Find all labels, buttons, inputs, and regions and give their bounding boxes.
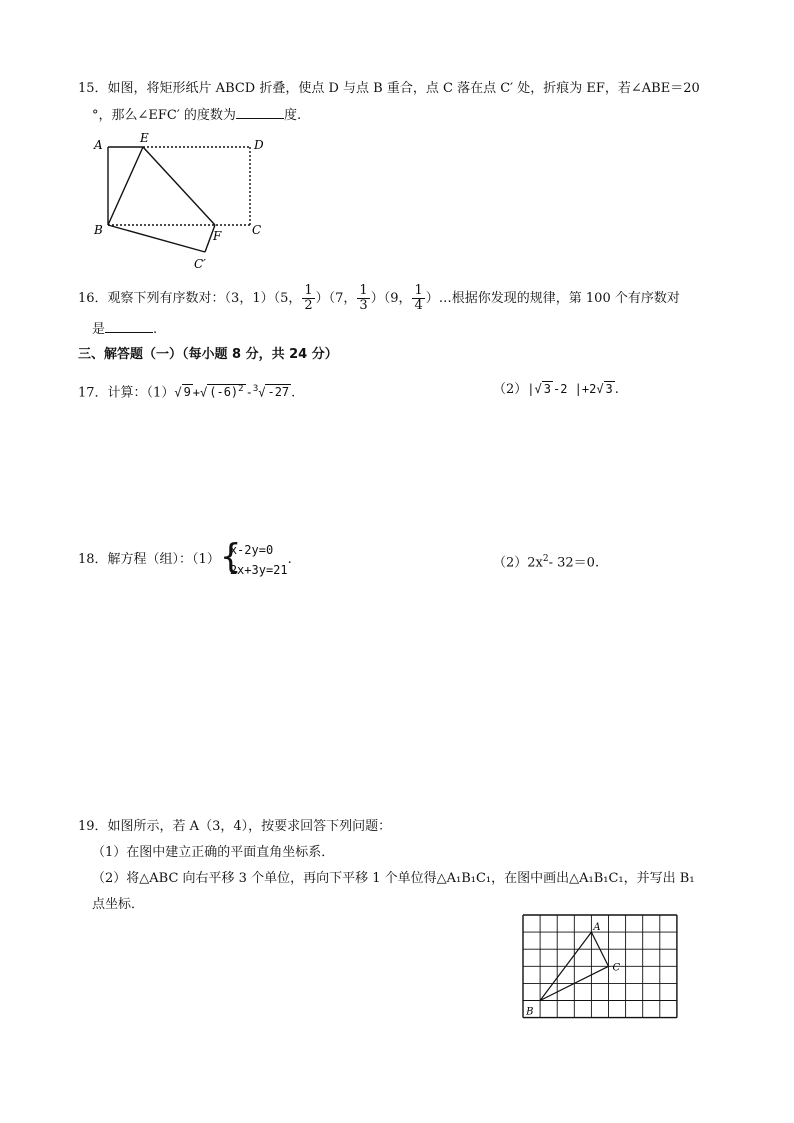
q18-p2-rest: - 32＝0. [548,555,600,571]
abs-close: -2 |+2√ [552,382,604,396]
q19-line2: （1）在图中建立正确的平面直角坐标系． [92,845,335,860]
q16-answer-blank[interactable] [105,320,153,333]
label-B: B [94,223,103,237]
equation-1: x-2y=0 [229,542,274,557]
frac3-den: 4 [414,298,423,313]
grid-label-B: B [526,1006,534,1018]
radicand-neg27: -27 [267,385,290,400]
cbrt-sign: √ [258,385,266,400]
radicand-3a: 3 [543,382,551,396]
plus-sqrt: +√ [192,385,208,400]
q16-fraction-2 [357,284,369,313]
q19-line4: 点坐标． [92,897,145,912]
abs-sqrt: |√ [527,382,542,396]
label-C: C [252,223,262,237]
frac3-num: 1 [414,283,423,298]
q16-line2-end: . [153,322,158,337]
sqrt-sign: √ [174,385,182,400]
frac2-num: 1 [359,283,368,298]
radicand-9: 9 [183,385,191,400]
grid-label-A: A [593,922,601,934]
q18-label: 18．解方程（组）：（1） [78,552,220,567]
q16-prefix: 16．观察下列有序数对：（3，1）（5， [78,291,302,306]
label-A: A [94,138,103,152]
label-D: D [254,138,264,152]
q16-line1 [78,284,680,313]
q16-fraction-3 [412,284,424,313]
q15-line2-text: °，那么∠EFC′ 的度数为 [92,108,236,123]
q18-p2-label: （2）2x [493,555,543,571]
q17-part1 [78,380,295,402]
equation-system [219,536,288,580]
q17-label: 17．计算：（1） [78,385,175,401]
radicand-neg6 [207,384,245,399]
q16-suffix: ）…根据你发现的规律，第 100 个有序数对 [425,291,680,306]
label-Cprime: C′ [194,257,206,270]
q19-grid-figure [520,912,680,1022]
minus-sign: - [245,385,253,400]
q15-line2-end: 度. [283,108,302,123]
frac1-den: 2 [304,298,313,313]
q18-p2-exp: 2 [542,554,549,564]
q15-line2 [92,106,301,125]
q16-line2-text: 是 [92,322,106,337]
neg6-exp: 2 [238,384,244,395]
q16-mid1: ）（7， [315,291,357,306]
q17-p2-period: . [614,382,619,397]
q16-line2 [92,320,157,339]
q17-p1-period: . [291,385,296,401]
label-E: E [140,131,149,145]
frac2-den: 3 [359,298,368,313]
equation-2: 2x+3y=21 [229,562,288,577]
left-brace: { [219,536,242,577]
q17-part2 [493,380,619,399]
section-3-title: 三、解答题（一）（每小题 8 分，共 24 分） [78,347,338,362]
frac1-num: 1 [304,283,313,298]
q15-answer-blank[interactable] [236,106,284,119]
cube-index: 3 [252,384,259,394]
neg6-base: (-6) [209,385,239,400]
q18-p1-period: . [287,552,292,567]
q15-line1: 15．如图，将矩形纸片 ABCD 折叠，使点 D 与点 B 重合，点 C 落在点 C′ 处，折痕为 EF，若∠ABE＝20 [78,81,700,96]
q16-mid2: ）（9， [370,291,412,306]
q18-part2 [493,550,599,572]
grid-label-C: C [612,962,621,974]
q15-figure [88,130,288,270]
radicand-3b: 3 [605,382,613,396]
q19-line3: （2）将△ABC 向右平移 3 个单位，再向下平移 1 个单位得△A₁B₁C₁，在图中画出△A₁B₁C₁，并写出 B₁ [92,871,695,886]
q18-part1 [78,538,292,582]
q17-p2-label: （2） [493,382,528,397]
q16-fraction-1 [302,284,314,313]
label-F: F [213,229,222,243]
q19-line1: 19．如图所示，若 A（3，4），按要求回答下列问题： [78,819,392,834]
